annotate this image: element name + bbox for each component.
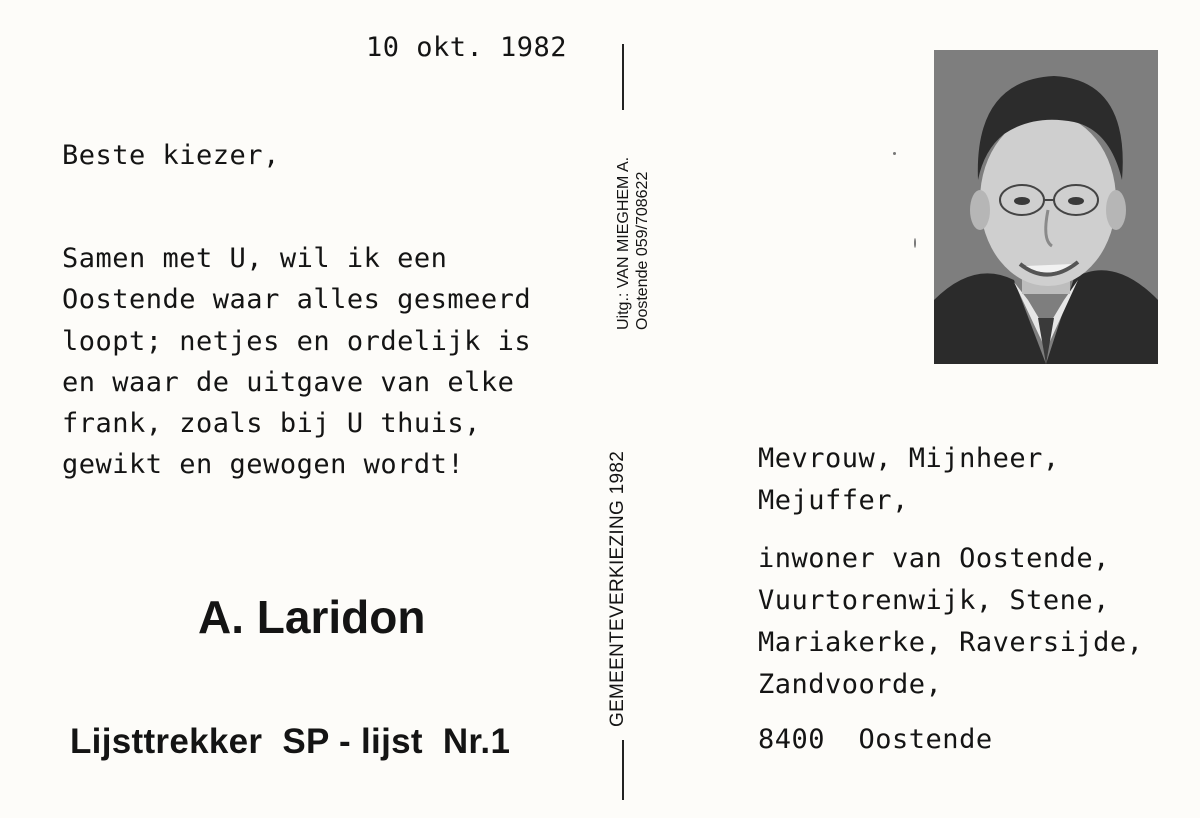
message-body [62,238,602,486]
election-label: GEMEENTEVERKIEZING 1982 [607,450,628,727]
divider-top [622,44,624,110]
portrait-icon [934,50,1158,364]
candidate-role: Lijsttrekker SP - lijst Nr.1 [70,722,511,761]
greeting: Beste kiezer, [62,140,280,171]
publisher-line: Uitg.: VAN MIEGHEM A. [615,156,632,330]
addressee-line: Mejuffer, [758,485,909,516]
publisher-info [614,157,652,330]
message-line: frank, zoals bij U thuis, [62,408,481,440]
addressee-line: Mevrouw, Mijnheer, [758,443,1060,474]
address-line: Vuurtorenwijk, Stene, [758,585,1110,616]
address-line: inwoner van Oostende, [758,543,1110,574]
candidate-photo [934,50,1158,364]
candidate-name: A. Laridon [198,591,426,643]
message-line: Oostende waar alles gesmeerd [62,284,532,316]
print-speck [914,238,916,248]
addressee [758,438,1060,522]
address-line: Mariakerke, Raversijde, [758,627,1144,658]
divider-bottom [622,740,624,800]
address-line: Zandvoorde, [758,669,943,700]
print-speck [893,152,896,155]
message-line: loopt; netjes en ordelijk is [62,325,532,357]
message-line: Samen met U, wil ik een [62,243,448,274]
message-line: gewikt en gewogen wordt! [62,449,465,481]
publisher-line: Oostende 059/708622 [634,171,651,330]
date: 10 okt. 1982 [366,32,568,63]
postal-city: 8400 Oostende [758,724,993,755]
address-block [758,538,1143,706]
message-line: en waar de uitgave van elke [62,366,515,398]
